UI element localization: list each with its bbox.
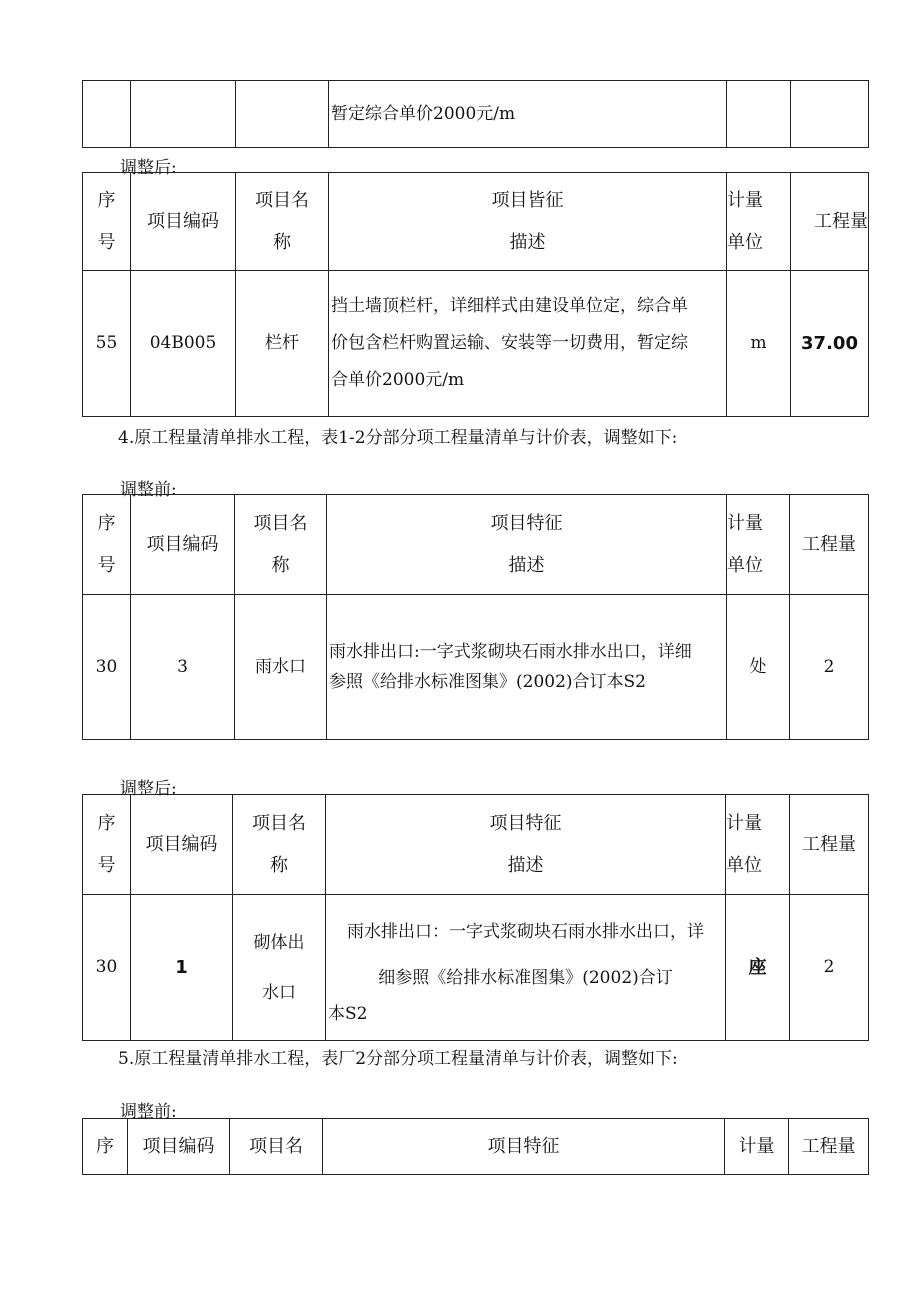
header-code: 项目编码 [128,1119,230,1175]
header-name: 项目名 称 [236,173,329,271]
unit-cell: m [727,271,791,417]
code-cell: 04B005 [131,271,236,417]
unit-cell [727,81,791,148]
header-code: 项目编码 [131,495,235,595]
qty-cell: 37.00 [791,271,869,417]
seq-cell: 30 [83,895,131,1041]
header-feature: 项目特征 描述 [326,795,726,895]
header-qty: 工程量 [791,173,869,271]
name-cell: 雨水口 [235,595,327,740]
header-unit: 计量 单位 [727,173,791,271]
name-cell: 砌体出 水口 [233,895,326,1041]
paragraph-5: 5.原工程量清单排水工程，表厂2分部分项工程量清单与计价表，调整如下: [118,1049,678,1069]
desc-cell: 雨水排出口:一字式浆砌块石雨水排水出口，详细 参照《给排水标准图集》(2002)合订本S2 [327,595,727,740]
unit-cell: 座 [726,895,790,1041]
section-label-after: 调整后: [120,779,177,799]
table-header-row [83,173,869,271]
table-row [83,595,869,740]
seq-cell: 55 [83,271,131,417]
table-after-railing [82,172,869,417]
header-name: 项目名 称 [235,495,327,595]
section-label-before: 调整前: [120,480,177,500]
header-name: 项目名 称 [233,795,326,895]
header-unit: 计量 [725,1119,789,1175]
section-label-before: 调整前: [120,1102,177,1122]
qty-cell: 2 [790,595,869,740]
qty-cell [791,81,869,148]
header-seq: 序 [83,1119,128,1175]
table-after-outlet [82,794,869,1041]
desc-cell: 雨水排出口：一字式浆砌块石雨水排水出口，详 细参照《给排水标准图集》(2002)合订 本S2 [326,895,726,1041]
unit-cell: 处 [727,595,790,740]
code-cell: 1 [131,895,233,1041]
table-fragment-top [82,80,869,148]
paragraph-4: 4.原工程量清单排水工程，表1-2分部分项工程量清单与计价表，调整如下: [118,428,678,448]
header-seq: 序 号 [83,495,131,595]
name-cell: 栏杆 [236,271,329,417]
header-seq: 序 号 [83,173,131,271]
table-header-row [83,795,869,895]
header-seq: 序 号 [83,795,131,895]
code-cell [131,81,236,148]
table-header-row [83,495,869,595]
header-feature: 项目特征 [323,1119,725,1175]
table-row [83,81,869,148]
qty-cell: 2 [790,895,869,1041]
header-qty: 工程量 [789,1119,869,1175]
table-row [83,895,869,1041]
seq-cell: 30 [83,595,131,740]
header-code: 项目编码 [131,795,233,895]
header-feature: 项目皆征 描述 [329,173,727,271]
table-header-row [83,1119,869,1175]
header-name: 项目名 [230,1119,323,1175]
code-cell: 3 [131,595,235,740]
section-label-after: 调整后: [120,158,177,178]
header-unit: 计量 单位 [727,495,790,595]
header-code: 项目编码 [131,173,236,271]
seq-cell [83,81,131,148]
desc-text: 暂定综合单价2000元/m [331,103,516,124]
header-qty: 工程量 [790,495,869,595]
desc-cell [329,81,727,148]
header-qty: 工程量 [790,795,869,895]
table-before-outlet [82,494,869,740]
name-cell [236,81,329,148]
header-feature: 项目特征 描述 [327,495,727,595]
table-row [83,271,869,417]
header-unit: 计量 单位 [726,795,790,895]
desc-cell: 挡土墙顶栏杆，详细样式由建设单位定，综合单 价包含栏杆购置运输、安装等一切费用，暂定综 合单价2000元/m [329,271,727,417]
table-before-section5 [82,1118,869,1175]
